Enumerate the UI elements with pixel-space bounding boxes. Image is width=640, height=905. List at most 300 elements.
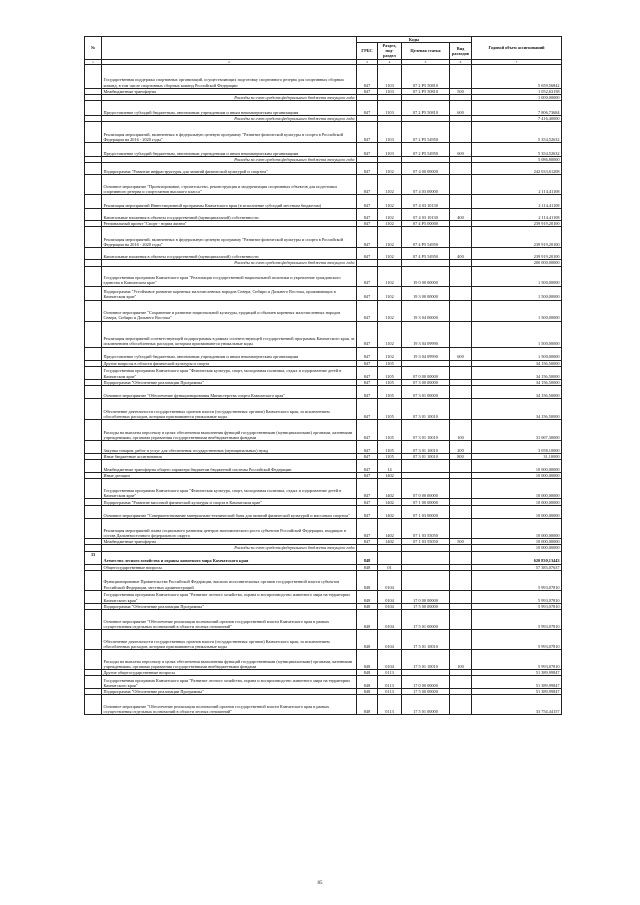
row-number xyxy=(85,519,102,539)
row-description: Капитальные вложения в объекты государственной (муниципальной) собственности xyxy=(102,209,357,221)
header-amount: Годовой объем ассигнований xyxy=(472,37,562,60)
row-amount: 200 000,00000 xyxy=(472,260,562,266)
row-number xyxy=(85,385,102,398)
header-target: Целевая статья xyxy=(402,43,450,59)
row-number: 33 xyxy=(85,551,102,564)
row-grbs: 847 xyxy=(357,479,378,499)
row-grbs: 847 xyxy=(357,227,378,248)
row-description: Закупка товаров, работ и услуг для обеспечения государственных (муниципальных) нужд xyxy=(102,440,357,453)
row-amount: 51 389,99847 xyxy=(472,676,562,689)
row-section: 1102 xyxy=(378,209,402,221)
row-number xyxy=(85,398,102,419)
table-row xyxy=(85,649,562,669)
row-target-article xyxy=(402,551,450,564)
row-target-article: 17 5 01 00000 xyxy=(402,609,450,629)
row-expense-type xyxy=(450,551,472,564)
row-section: 1402 xyxy=(378,473,402,479)
table-row xyxy=(85,143,562,157)
table-row xyxy=(85,440,562,453)
row-grbs: 848 xyxy=(357,629,378,649)
row-amount: 10 000,00000 xyxy=(472,460,562,473)
row-amount: 242 033,61208 xyxy=(472,163,562,175)
row-target-article: 07 3 01 10010 xyxy=(402,453,450,459)
row-amount: 34 156,50000 xyxy=(472,360,562,366)
table-row xyxy=(85,300,562,321)
row-description: Расходы на выплаты персоналу в целях обеспечения выполнения функций государственными (муниципальными) органами, казенными учреждениями, органами управления государственными внебюджетными фондами xyxy=(102,649,357,669)
row-expense-type xyxy=(450,629,472,649)
table-row xyxy=(85,695,562,715)
row-amount: 620 830,13443 xyxy=(472,551,562,564)
row-expense-type: 500 xyxy=(450,539,472,545)
table-row xyxy=(85,398,562,419)
row-expense-type xyxy=(450,266,472,286)
row-expense-type xyxy=(450,64,472,88)
row-grbs: 847 xyxy=(357,539,378,545)
row-number xyxy=(85,570,102,590)
row-description: Иные дотации xyxy=(102,473,357,479)
table-row xyxy=(85,506,562,519)
row-amount: 5 354,52632 xyxy=(472,122,562,143)
row-amount: 5 993,07810 xyxy=(472,609,562,629)
row-amount: 5 993,07810 xyxy=(472,590,562,603)
row-grbs: 848 xyxy=(357,609,378,629)
row-target-article: 17 5 01 10010 xyxy=(402,649,450,669)
row-number xyxy=(85,695,102,715)
row-expense-type xyxy=(450,300,472,321)
row-target-article xyxy=(402,460,450,473)
column-number: 3 xyxy=(357,59,378,64)
row-grbs: 847 xyxy=(357,473,378,479)
row-section: 1102 xyxy=(378,347,402,360)
row-number xyxy=(85,366,102,379)
row-grbs: 847 xyxy=(357,209,378,221)
row-grbs: 847 xyxy=(357,175,378,195)
row-section: 1105 xyxy=(378,398,402,419)
row-description: Государственная программа Камчатского края "Реализация государственной национальной политики и укрепление гражданского единства в Камчатском крае" xyxy=(102,266,357,286)
row-target-article: 07 0 00 00000 xyxy=(402,366,450,379)
column-number: 6 xyxy=(450,59,472,64)
row-amount: 34 156,50000 xyxy=(472,398,562,419)
row-description: Расходы за счет средств федерального бюджета текущего года xyxy=(102,157,357,163)
row-expense-type: 600 xyxy=(450,143,472,157)
row-target-article: 07 3 01 10010 xyxy=(402,419,450,440)
row-grbs: 848 xyxy=(357,564,378,570)
row-amount: 7 806,73684 xyxy=(472,101,562,116)
table-row xyxy=(85,248,562,260)
row-grbs: 848 xyxy=(357,649,378,669)
row-grbs: 847 xyxy=(357,195,378,209)
row-amount: 51 389,99847 xyxy=(472,669,562,675)
row-grbs: 847 xyxy=(357,248,378,260)
row-amount: 57 383,07637 xyxy=(472,564,562,570)
row-target-article: 17 5 00 00000 xyxy=(402,689,450,695)
row-description: Другие вопросы в области физической культуры и спорта xyxy=(102,360,357,366)
row-number xyxy=(85,163,102,175)
row-section: 14 xyxy=(378,460,402,473)
document-page xyxy=(84,36,561,715)
row-grbs: 848 xyxy=(357,669,378,675)
row-amount: 10 000,00000 xyxy=(472,499,562,506)
row-expense-type: 100 xyxy=(450,419,472,440)
column-number: 1 xyxy=(85,59,102,64)
row-description: Агентство лесного хозяйства и охраны животного мира Камчатского края xyxy=(102,551,357,564)
row-section: 1103 xyxy=(378,143,402,157)
row-section: 0104 xyxy=(378,590,402,603)
row-grbs: 848 xyxy=(357,590,378,603)
row-amount: 1 500,00000 xyxy=(472,347,562,360)
row-description: Государственная программа Камчатского края "Развитие лесного хозяйства, охрана и воспроизводство животного мира на территории Камчатского края" xyxy=(102,676,357,689)
column-number: 7 xyxy=(472,59,562,64)
table-row xyxy=(85,122,562,143)
row-expense-type: 400 xyxy=(450,209,472,221)
row-number xyxy=(85,209,102,221)
row-grbs: 847 xyxy=(357,266,378,286)
row-description: Расходы за счет средств федерального бюджета текущего года xyxy=(102,116,357,122)
row-section: 1102 xyxy=(378,321,402,347)
row-description: Расходы за счет средств федерального бюджета текущего года xyxy=(102,545,357,551)
table-row xyxy=(85,321,562,347)
row-description: Предоставление субсидий бюджетным, автономным учреждениям и иным некоммерческим организациям xyxy=(102,347,357,360)
budget-table xyxy=(84,36,562,715)
row-number xyxy=(85,347,102,360)
row-number xyxy=(85,590,102,603)
row-expense-type xyxy=(450,590,472,603)
header-section: Раздел, под-раздел xyxy=(378,43,402,59)
row-amount: 10 000,00000 xyxy=(472,519,562,539)
row-target-article: 19 3 04 00000 xyxy=(402,300,450,321)
row-description: Межбюджетные трансферты xyxy=(102,88,357,94)
row-section: 1105 xyxy=(378,366,402,379)
row-target-article xyxy=(402,570,450,590)
row-target-article: 19 0 00 00000 xyxy=(402,266,450,286)
row-description: Основное мероприятие "Проектирование, строительство, реконструкция и модернизация спортивных объектов для подготовки спортивного резерва и спортсменов высокого класса" xyxy=(102,175,357,195)
row-expense-type xyxy=(450,695,472,715)
row-grbs: 848 xyxy=(357,695,378,715)
row-target-article: 17 5 00 00000 xyxy=(402,603,450,609)
row-section: 1102 xyxy=(378,163,402,175)
row-expense-type xyxy=(450,479,472,499)
table-row xyxy=(85,209,562,221)
row-grbs: 847 xyxy=(357,519,378,539)
row-amount: 10 000,00000 xyxy=(472,473,562,479)
row-amount: 1 000,00000 xyxy=(472,94,562,100)
table-row xyxy=(85,64,562,88)
table-row xyxy=(85,570,562,590)
row-amount: 239 919,20100 xyxy=(472,221,562,227)
row-grbs: 848 xyxy=(357,570,378,590)
row-target-article: 07 4 03 00000 xyxy=(402,175,450,195)
table-body xyxy=(85,64,562,715)
row-target-article: 07 4 03 10130 xyxy=(402,195,450,209)
row-target-article: 19 3 04 09990 xyxy=(402,321,450,347)
row-grbs: 847 xyxy=(357,379,378,385)
row-description: Основное мероприятие "Сохранение и развитие национальной культуры, традиций и обычаев коренных малочисленных народов Севера, Сибири и Дальнего Востока" xyxy=(102,300,357,321)
row-grbs: 847 xyxy=(357,64,378,88)
row-target-article: 07 3 01 10010 xyxy=(402,398,450,419)
row-amount: 5 993,07810 xyxy=(472,603,562,609)
row-number xyxy=(85,248,102,260)
row-expense-type xyxy=(450,460,472,473)
row-grbs: 847 xyxy=(357,88,378,94)
table-row xyxy=(85,460,562,473)
table-row xyxy=(85,175,562,195)
row-amount: 31,10000 xyxy=(472,453,562,459)
row-description: Расходы за счет средств федерального бюджета текущего года xyxy=(102,260,357,266)
row-grbs: 847 xyxy=(357,347,378,360)
row-description: Реализация мероприятий, включенных в федеральную целевую программу "Развитие физической культуры и спорта в Российской Федерации на 2016 - 2020 годы" xyxy=(102,227,357,248)
row-grbs: 848 xyxy=(357,551,378,564)
row-expense-type: 600 xyxy=(450,347,472,360)
row-expense-type: 400 xyxy=(450,248,472,260)
row-target-article: 07 4 00 00000 xyxy=(402,163,450,175)
row-description: Подпрограмма "Устойчивое развитие коренных малочисленных народов Севера, Сибири и Дальнего Востока, проживающих в Камчатском крае" xyxy=(102,286,357,300)
row-description: Функционирование Правительства Российской Федерации, высших исполнительных органов государственной власти субъектов Российской Федерации, местных администраций xyxy=(102,570,357,590)
row-expense-type xyxy=(450,163,472,175)
row-section: 1402 xyxy=(378,479,402,499)
table-row xyxy=(85,419,562,440)
row-number xyxy=(85,676,102,689)
row-target-article: 07 1 03 55050 xyxy=(402,539,450,545)
row-grbs: 847 xyxy=(357,398,378,419)
row-target-article: 07 1 00 00000 xyxy=(402,499,450,506)
table-row xyxy=(85,676,562,689)
row-amount: 10 000,00000 xyxy=(472,545,562,551)
row-number xyxy=(85,440,102,453)
row-number xyxy=(85,286,102,300)
row-target-article: 07 2 P5 50810 xyxy=(402,101,450,116)
row-target-article: 17 0 00 00000 xyxy=(402,590,450,603)
row-description: Обеспечение деятельности государственных органов власти (государственных органов) Камчатского края, за исключением обособленных расходов, которым присваиваются уникальные коды xyxy=(102,398,357,419)
row-amount: 5 993,07810 xyxy=(472,629,562,649)
row-description: Предоставление субсидий бюджетным, автономным учреждениям и иным некоммерческим организациям xyxy=(102,143,357,157)
row-description: Подпрограмма "Обеспечение реализации Программы" xyxy=(102,379,357,385)
row-grbs: 847 xyxy=(357,286,378,300)
row-expense-type xyxy=(450,519,472,539)
row-amount: 5 659,56842 xyxy=(472,64,562,88)
row-expense-type xyxy=(450,195,472,209)
row-description: Расходы на выплаты персоналу в целях обеспечения выполнения функций государственными (муниципальными) органами, казенными учреждениями, органами управления государственными внебюджетными фондами xyxy=(102,419,357,440)
row-description: Реализация мероприятий Инвестиционной программы Камчатского края (в исполнение субсидий местным бюджетам) xyxy=(102,195,357,209)
row-number xyxy=(85,460,102,473)
row-amount: 239 919,20100 xyxy=(472,227,562,248)
row-amount: 1 500,00000 xyxy=(472,286,562,300)
column-number: 4 xyxy=(378,59,402,64)
table-row xyxy=(85,385,562,398)
row-amount: 1 500,00000 xyxy=(472,300,562,321)
row-description: Государственная программа Камчатского края "Развитие лесного хозяйства, охрана и воспроизводство животного мира на территории Камчатского края" xyxy=(102,590,357,603)
table-row xyxy=(85,266,562,286)
row-description: Реализация мероприятий, включенных в федеральную целевую программу "Развитие физической культуры и спорта в Российской Федерации на 2016 - 2020 годы" xyxy=(102,122,357,143)
row-description: Государственная поддержка спортивных организаций, осуществляющих подготовку спортивного резерва для спортивных сборных команд, в том числе спортивных сборных команд Российской Федерации xyxy=(102,64,357,88)
row-number xyxy=(85,227,102,248)
row-section: 1102 xyxy=(378,286,402,300)
row-description: Подпрограмма "Обеспечение реализации Программы" xyxy=(102,603,357,609)
row-amount: 2 114,41108 xyxy=(472,209,562,221)
row-description: Подпрограмма "Развитие инфраструктуры для занятий физической культурой и спортом" xyxy=(102,163,357,175)
row-description: Реализация мероприятий плана социального развития центров экономического роста субъектов Российской Федерации, входящих в состав Дальневосточного федерального округа xyxy=(102,519,357,539)
row-target-article: 19 3 04 09990 xyxy=(402,347,450,360)
row-expense-type xyxy=(450,122,472,143)
row-description: Предоставление субсидий бюджетным, автономным учреждениям и иным некоммерческим организациям xyxy=(102,101,357,116)
row-section: 1103 xyxy=(378,122,402,143)
table-row xyxy=(85,101,562,116)
row-section: 0113 xyxy=(378,689,402,695)
row-description: Подпрограмма "Развитие массовой физической культуры и спорта в Камчатском крае" xyxy=(102,499,357,506)
row-description: Основное мероприятие "Обеспечение функционирования Министерства спорта Камчатского края" xyxy=(102,385,357,398)
table-row xyxy=(85,286,562,300)
row-target-article: 07 3 00 00000 xyxy=(402,379,450,385)
table-row xyxy=(85,347,562,360)
header-no: № xyxy=(85,37,102,60)
row-section: 1103 xyxy=(378,101,402,116)
row-expense-type: 800 xyxy=(450,453,472,459)
row-number xyxy=(85,499,102,506)
row-target-article: 17 0 00 00000 xyxy=(402,676,450,689)
table-row xyxy=(85,479,562,499)
row-number xyxy=(85,266,102,286)
row-expense-type xyxy=(450,570,472,590)
row-section: 01 xyxy=(378,564,402,570)
row-description: Расходы за счет средств федерального бюджета текущего года xyxy=(102,94,357,100)
row-target-article: 07 2 P5 50810 xyxy=(402,88,450,94)
row-description: Общегосударственные вопросы xyxy=(102,564,357,570)
row-expense-type xyxy=(450,227,472,248)
row-section: 0113 xyxy=(378,695,402,715)
row-target-article: 07 4 P5 54950 xyxy=(402,248,450,260)
row-section: 1102 xyxy=(378,175,402,195)
row-description: Региональный проект "Спорт - норма жизни" xyxy=(102,221,357,227)
row-grbs: 847 xyxy=(357,143,378,157)
row-number xyxy=(85,321,102,347)
row-section: 0104 xyxy=(378,629,402,649)
row-expense-type: 200 xyxy=(450,440,472,453)
row-grbs: 847 xyxy=(357,300,378,321)
row-amount: 1 500,00000 xyxy=(472,266,562,286)
row-section: 1105 xyxy=(378,385,402,398)
row-target-article: 07 2 P5 50810 xyxy=(402,64,450,88)
row-grbs: 847 xyxy=(357,366,378,379)
row-section: 1402 xyxy=(378,506,402,519)
row-target-article: 07 0 00 00000 xyxy=(402,479,450,499)
row-number xyxy=(85,195,102,209)
row-expense-type xyxy=(450,385,472,398)
table-row xyxy=(85,590,562,603)
header-row-top xyxy=(85,37,562,43)
row-target-article: 07 2 P5 54950 xyxy=(402,143,450,157)
row-amount: 1 052,63158 xyxy=(472,88,562,94)
row-amount: 5 993,07810 xyxy=(472,570,562,590)
row-grbs: 847 xyxy=(357,385,378,398)
row-number xyxy=(85,64,102,88)
row-expense-type: 100 xyxy=(450,649,472,669)
table-row xyxy=(85,629,562,649)
row-description: Государственная программа Камчатского края "Физическая культура, спорт, молодежная политика, отдых и оздоровление детей в Камчатском крае" xyxy=(102,479,357,499)
row-number xyxy=(85,609,102,629)
row-description: Подпрограмма "Обеспечение реализации Программы" xyxy=(102,689,357,695)
row-section: 0113 xyxy=(378,676,402,689)
row-description: Иные бюджетные ассигнования xyxy=(102,453,357,459)
row-amount: 10 000,00000 xyxy=(472,479,562,499)
row-amount: 2 114,41108 xyxy=(472,195,562,209)
row-grbs: 847 xyxy=(357,163,378,175)
row-grbs: 848 xyxy=(357,689,378,695)
row-expense-type xyxy=(450,609,472,629)
row-target-article: 07 4 P5 00000 xyxy=(402,221,450,227)
row-section: 1102 xyxy=(378,248,402,260)
row-amount: 10 000,00000 xyxy=(472,506,562,519)
row-description: Государственная программа Камчатского края "Физическая культура, спорт, молодежная политика, отдых и оздоровление детей в Камчатском крае" xyxy=(102,366,357,379)
row-amount: 239 919,20100 xyxy=(472,248,562,260)
row-section: 1402 xyxy=(378,499,402,506)
row-target-article: 07 3 01 10010 xyxy=(402,440,450,453)
row-section: 0104 xyxy=(378,649,402,669)
table-row xyxy=(85,366,562,379)
row-section: 0104 xyxy=(378,570,402,590)
row-expense-type xyxy=(450,321,472,347)
row-number xyxy=(85,175,102,195)
row-expense-type xyxy=(450,506,472,519)
row-section: 1102 xyxy=(378,227,402,248)
header-grbs: ГРБС xyxy=(357,43,378,59)
row-grbs: 848 xyxy=(357,603,378,609)
row-target-article: 07 3 01 00000 xyxy=(402,385,450,398)
row-number xyxy=(85,300,102,321)
row-description: Реализация мероприятий соответствующей подпрограммы в рамках соответствующей государственной программы Камчатского края, за исключением обособленных расходов, которым присваиваются уникальные коды xyxy=(102,321,357,347)
row-target-article: 07 1 03 00000 xyxy=(402,506,450,519)
table-row xyxy=(85,551,562,564)
row-expense-type xyxy=(450,286,472,300)
row-amount: 3 058,10000 xyxy=(472,440,562,453)
row-grbs: 847 xyxy=(357,499,378,506)
row-target-article: 07 4 P5 54950 xyxy=(402,227,450,248)
row-amount: 51 389,99847 xyxy=(472,689,562,695)
row-section: 0104 xyxy=(378,609,402,629)
row-description: Межбюджетные трансферты общего характера бюджетам бюджетной системы Российской Федерации xyxy=(102,460,357,473)
row-grbs: 847 xyxy=(357,360,378,366)
table-row xyxy=(85,519,562,539)
table-row xyxy=(85,499,562,506)
row-expense-type xyxy=(450,398,472,419)
row-description: Основное мероприятие "Совершенствование материально-технической базы для занятий физической культурой и массовым спортом" xyxy=(102,506,357,519)
row-amount: 34 156,50000 xyxy=(472,385,562,398)
row-number xyxy=(85,506,102,519)
row-target-article: 17 5 01 10010 xyxy=(402,629,450,649)
row-section: 1102 xyxy=(378,266,402,286)
row-number xyxy=(85,419,102,440)
row-grbs: 847 xyxy=(357,453,378,459)
row-section: 1402 xyxy=(378,539,402,545)
row-expense-type: 600 xyxy=(450,101,472,116)
row-grbs: 847 xyxy=(357,101,378,116)
row-section: 1105 xyxy=(378,453,402,459)
header-name xyxy=(102,37,357,60)
row-section: 1105 xyxy=(378,419,402,440)
row-section: 0113 xyxy=(378,669,402,675)
row-description: Капитальные вложения в объекты государственной (муниципальной) собственности xyxy=(102,248,357,260)
row-number xyxy=(85,143,102,157)
row-grbs: 847 xyxy=(357,321,378,347)
table-row xyxy=(85,195,562,209)
column-number: 5 xyxy=(402,59,450,64)
row-amount: 1 500,00000 xyxy=(472,321,562,347)
row-grbs: 847 xyxy=(357,506,378,519)
row-amount: 33 754,44157 xyxy=(472,695,562,715)
page-number: 85 xyxy=(317,881,323,886)
row-section: 1102 xyxy=(378,221,402,227)
header-expense-type: Вид расходов xyxy=(450,43,472,59)
row-number xyxy=(85,479,102,499)
row-number xyxy=(85,101,102,116)
